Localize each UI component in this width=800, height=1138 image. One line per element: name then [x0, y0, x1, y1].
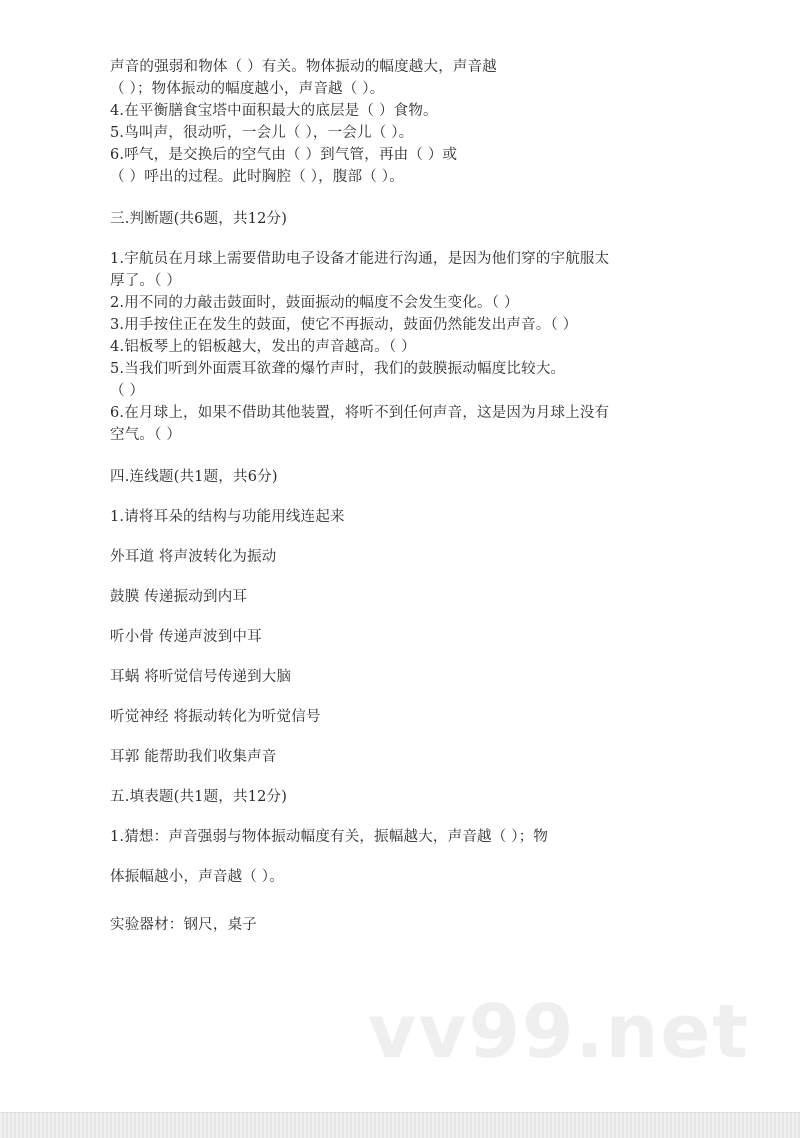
- matching-items: [110, 546, 690, 768]
- matching-item: 鼓膜 传递振动到内耳: [110, 589, 248, 605]
- matching-item: 耳郭 能帮助我们收集声音: [110, 749, 277, 765]
- judge-line: （ ）: [110, 383, 145, 399]
- fill-line: （ ）呼出的过程。此时胸腔（ ），腹部（ ）。: [110, 169, 404, 185]
- section-title-matching: 四.连线题(共1题，共6分): [110, 469, 278, 485]
- fill-line: 声音的强弱和物体（ ）有关。物体振动的幅度越大，声音越: [110, 59, 498, 75]
- section-title-table: 五.填表题(共1题，共12分): [110, 789, 288, 805]
- watermark-text: vv99.net: [368, 989, 750, 1075]
- document-content: [110, 56, 690, 936]
- judge-line: 空气。（ ）: [110, 427, 182, 443]
- experiment-materials: 实验器材：钢尺，桌子: [110, 917, 257, 933]
- judge-line: 4.铝板琴上的铝板越大，发出的声音越高。（ ）: [110, 339, 416, 355]
- judge-line: 厚了。（ ）: [110, 273, 182, 289]
- judge-line: 2.用不同的力敲击鼓面时，鼓面振动的幅度不会发生变化。（ ）: [110, 295, 519, 311]
- matching-item: 听小骨 传递声波到中耳: [110, 629, 262, 645]
- fill-line: 5.鸟叫声，很动听，一会儿（ ），一会儿（ ）。: [110, 125, 414, 141]
- table-line: 体振幅越小，声音越（ ）。: [110, 869, 284, 885]
- judge-questions: [110, 248, 690, 446]
- table-line: 1.猜想：声音强弱与物体振动幅度有关，振幅越大，声音越（ ）；物: [110, 829, 549, 845]
- fill-line: （ ）；物体振动的幅度越小，声音越（ ）。: [110, 81, 385, 97]
- fill-section-continued: [110, 56, 690, 188]
- matching-question: 1.请将耳朵的结构与功能用线连起来: [110, 509, 345, 525]
- judge-line: 3.用手按住正在发生的鼓面，使它不再振动，鼓面仍然能发出声音。（ ）: [110, 317, 578, 333]
- fill-line: 6.呼气，是交换后的空气由（ ）到气管，再由（ ）或: [110, 147, 458, 163]
- matching-item: 外耳道 将声波转化为振动: [110, 549, 277, 565]
- page-bottom-bar: [0, 1112, 800, 1138]
- judge-line: 1.宇航员在月球上需要借助电子设备才能进行沟通，是因为他们穿的宇航服太: [110, 251, 610, 267]
- matching-item: 耳蜗 将听觉信号传递到大脑: [110, 669, 292, 685]
- judge-line: 5.当我们听到外面震耳欲聋的爆竹声时，我们的鼓膜振动幅度比较大。: [110, 361, 566, 377]
- fill-line: 4.在平衡膳食宝塔中面积最大的底层是（ ）食物。: [110, 103, 438, 119]
- section-title-judge: 三.判断题(共6题，共12分): [110, 211, 288, 227]
- matching-item: 听觉神经 将振动转化为听觉信号: [110, 709, 321, 725]
- judge-line: 6.在月球上，如果不借助其他装置，将听不到任何声音，这是因为月球上没有: [110, 405, 610, 421]
